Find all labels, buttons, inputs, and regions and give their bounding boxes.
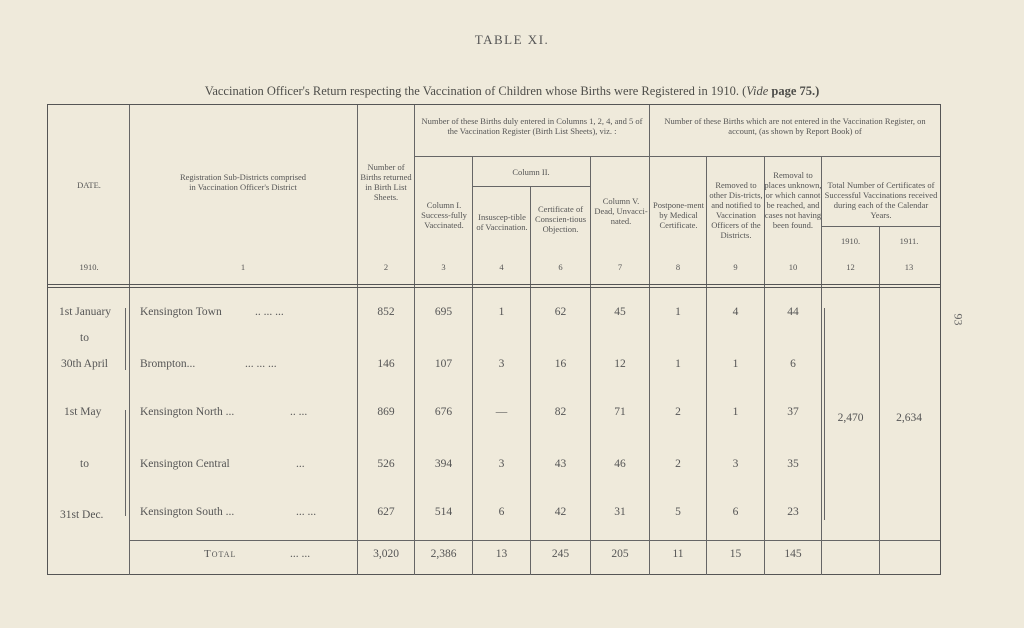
col-number: 3: [441, 262, 446, 272]
header-districts: Registration Sub-Districts comprised in Vaccination Officer's District: [179, 172, 307, 192]
col-number: 9: [733, 262, 738, 272]
insusceptible-cell: 3: [498, 358, 505, 370]
district-leader: ... ...: [296, 506, 317, 518]
table-subtitle: [0, 84, 1024, 99]
col-number: 13: [904, 262, 914, 272]
header-postponement: Postpone-ment by Medical Certificate.: [653, 200, 704, 230]
dead-cell: 45: [614, 306, 626, 318]
header-col5: Column V. Dead, Unvacci-nated.: [594, 196, 648, 226]
district-leader: .. ... ...: [255, 306, 284, 318]
district-leader: ...: [296, 458, 305, 470]
certs-1910-cell: 2,470: [837, 412, 864, 424]
header-year-1911: 1911.: [899, 236, 919, 246]
header-conscientious: Certificate of Conscien-tious Objection.: [535, 204, 586, 234]
removed-cell: 6: [732, 506, 739, 518]
subtitle-ref-page: page 75.): [771, 84, 820, 98]
header-removed-other: Removed to other Dis-tricts, and notified to Vaccination Officers of the Districts.: [709, 180, 763, 240]
col-number: 2: [383, 262, 389, 272]
total-conscientious-cell: 245: [551, 548, 570, 560]
vaccinated-cell: 107: [434, 358, 453, 370]
date-brace: [121, 410, 126, 516]
certs-1911-cell: 2,634: [896, 412, 922, 424]
page-number: 93: [951, 313, 966, 326]
header-births: Number of Births returned in Birth List Sheets.: [360, 162, 412, 202]
date-p2-start: 1st May: [64, 406, 102, 418]
postponement-cell: 5: [675, 506, 681, 518]
header-col1: Column I. Success-fully Vaccinated.: [421, 200, 467, 230]
unknown-cell: 23: [787, 506, 799, 518]
col-divider: [414, 105, 415, 575]
dead-cell: 46: [614, 458, 626, 470]
col-number: 10: [788, 262, 798, 272]
insusceptible-cell: 6: [498, 506, 505, 518]
conscientious-cell: 43: [554, 458, 567, 470]
postponement-cell: 1: [675, 358, 681, 370]
header-not-entered-group: Number of these Births which are not entered in the Vaccination Register, on account, (as shown by Report Book) of: [664, 116, 926, 136]
births-cell: 146: [377, 358, 395, 370]
conscientious-cell: 42: [554, 506, 567, 518]
conscientious-cell: 16: [554, 358, 567, 370]
header-insusceptible: Insuscep-tible of Vaccination.: [476, 212, 528, 232]
removed-cell: 1: [732, 358, 739, 370]
col-number: 1910.: [79, 262, 99, 272]
unknown-cell: 37: [787, 406, 799, 418]
district-leader: ... ... ...: [245, 358, 277, 370]
col-number: 4: [499, 262, 504, 272]
total-postponement-cell: 11: [672, 548, 684, 560]
header-divider: [48, 287, 940, 288]
removed-cell: 4: [732, 306, 739, 318]
date-p1-end: 30th April: [61, 358, 108, 370]
col-number: 8: [675, 262, 681, 272]
district-name: Kensington Central: [140, 458, 230, 470]
district-leader: .. ...: [290, 406, 308, 418]
date-p2-end: 31st Dec.: [60, 509, 104, 521]
total-insusceptible-cell: 13: [495, 548, 508, 560]
vaccinated-cell: 514: [434, 506, 453, 518]
header-total-certs: Total Number of Certificates of Successful Vaccinations received during each of the Calendar Years.: [824, 180, 938, 220]
table-title: TABLE XI.: [474, 32, 550, 47]
removed-cell: 1: [732, 406, 739, 418]
district-name: Kensington South ...: [140, 506, 235, 518]
insusceptible-cell: —: [495, 406, 508, 418]
district-name: Brompton...: [140, 358, 196, 370]
unknown-cell: 44: [787, 306, 799, 318]
date-brace: [121, 308, 126, 370]
total-births-cell: 3,020: [373, 548, 399, 560]
col-number: 1: [240, 262, 246, 272]
births-cell: 627: [377, 506, 395, 518]
row-divider: [472, 186, 590, 187]
col-number: 12: [846, 262, 855, 272]
conscientious-cell: 62: [554, 306, 567, 318]
district-name: Kensington Town: [140, 306, 222, 318]
header-entered-group: Number of these Births duly entered in Columns 1, 2, 4, and 5 of the Vaccination Register (Birth List Sheets), viz. :: [421, 116, 643, 136]
col-number: 6: [558, 262, 563, 272]
postponement-cell: 2: [675, 458, 681, 470]
date-p1-start: 1st January: [59, 306, 112, 318]
vaccinated-cell: 394: [434, 458, 453, 470]
header-col2-group: Column II.: [512, 167, 550, 177]
births-cell: 869: [377, 406, 395, 418]
conscientious-cell: 82: [554, 406, 567, 418]
subtitle-ref-open: (: [742, 84, 747, 98]
total-unknown-cell: 145: [784, 548, 802, 560]
total-divider: [129, 540, 940, 541]
col-divider: [879, 226, 880, 575]
date-p2-to: to: [80, 458, 89, 470]
col-divider: [357, 105, 358, 575]
births-cell: 526: [377, 458, 395, 470]
subtitle-ref-vide: Vide: [746, 84, 769, 98]
header-divider: [48, 284, 940, 285]
insusceptible-cell: 3: [498, 458, 505, 470]
district-name: Kensington North ...: [140, 406, 235, 418]
postponement-cell: 2: [675, 406, 681, 418]
dead-cell: 71: [614, 406, 626, 418]
dead-cell: 31: [614, 506, 626, 518]
unknown-cell: 6: [790, 358, 796, 370]
insusceptible-cell: 1: [498, 306, 505, 318]
header-removal-unknown: Removal to places unknown, or which cannot be reached, and cases not having been found.: [764, 170, 822, 230]
date-p1-to: to: [80, 332, 89, 344]
header-year-1910: 1910.: [840, 236, 861, 246]
vaccinated-cell: 695: [434, 306, 453, 318]
total-label: Total: [204, 548, 237, 560]
births-cell: 852: [377, 306, 395, 318]
dead-cell: 12: [614, 358, 626, 370]
subtitle-text: Vaccination Officer's Return respecting the Vaccination of Children whose Births were Registered in 1910.: [204, 84, 739, 98]
vaccinated-cell: 676: [434, 406, 453, 418]
header-date: DATE.: [77, 180, 101, 190]
row-divider: [821, 226, 940, 227]
removed-cell: 3: [732, 458, 739, 470]
col-divider: [649, 105, 650, 575]
total-vaccinated-cell: 2,386: [430, 548, 457, 560]
col-number: 7: [617, 262, 623, 272]
unknown-cell: 35: [787, 458, 799, 470]
postponement-cell: 1: [675, 306, 681, 318]
total-removed-cell: 15: [729, 548, 742, 560]
total-dead-cell: 205: [611, 548, 629, 560]
row-divider: [414, 156, 940, 157]
total-leader: ... ...: [290, 548, 311, 560]
col-divider: [129, 105, 130, 575]
